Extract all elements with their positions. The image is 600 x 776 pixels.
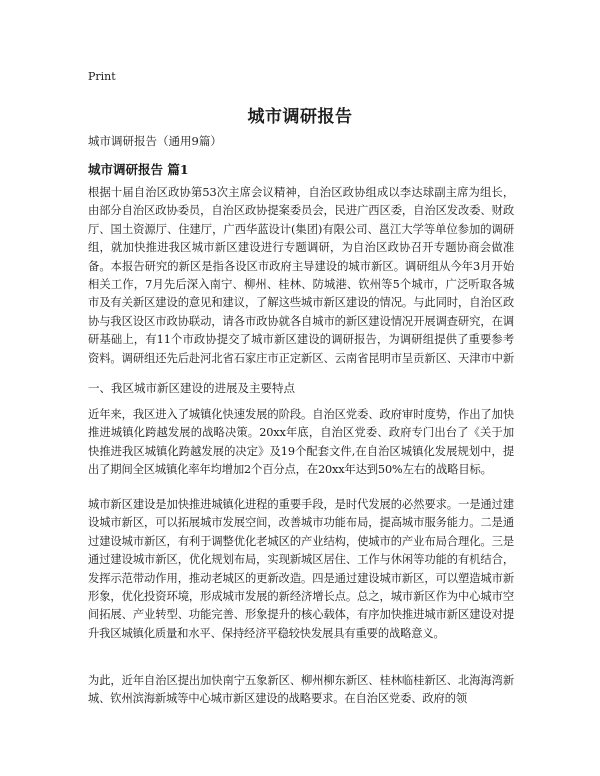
document-title: 城市调研报告 [247, 107, 353, 127]
paragraph-4: 为此，近年自治区提出加快南宁五象新区、柳州柳东新区、桂林临桂新区、北海海湾新城、钦州滨海新城等中心城市新区建设的战略要求。在自治区党委、政府的领 [88, 674, 514, 706]
sub-heading: 一、我区城市新区建设的进展及主要特点 [88, 381, 295, 395]
paragraph-2: 近年来，我区进入了城镇化快速发展的阶段。自治区党委、政府审时度势，作出了加快推进城镇化跨越发展的战略决策。20xx年底，自治区党委、政府专门出台了《关于加快推进我区城镇化跨越发展的决定》及19个配套文件,在自治区城镇化发展规划中，提出了期间全区城镇化率年均增加2个百分点，在20xx年达到50%左右的战略目标。 [88, 408, 514, 477]
print-label[interactable]: Print [88, 70, 116, 83]
document-subtitle: 城市调研报告（通用9篇） [88, 134, 222, 148]
paragraph-1: 根据十届自治区政协第53次主席会议精神，自治区政协组成以李达球副主席为组长，由部分自治区政协委员，自治区政协提案委员会，民进广西区委，自治区发改委、财政厅、国土资源厅、住建厅，广西华蓝设计(集团)有限公司、邕江大学等单位参加的调研组，就加快推进我区城市新区建设进行专题调研，为自治区政协召开专题协商会做准备。本报告研究的新区是指各设区市政府主导建设的城市新区。调研组从今年3月开始相关工作，7月先后深入南宁、柳州、桂林、防城港、钦州等5个城市，广泛听取各城市及有关新区建设的意见和建议，了解这些城市新区建设的情况。与此同时，自治区政协与我区设区市政协联动，请各市政协就各自城市的新区建设情况开展调查研究，在调研基础上，有11个市政协提交了城市新区建设的调研报告，为调研组提供了重要参考资料。调研组还先后赴河北省石家庄市正定新区、云南省昆明市呈贡新区、天津市中新 [88, 186, 514, 365]
section-heading: 城市调研报告 篇1 [88, 162, 189, 177]
paragraph-3: 城市新区建设是加快推进城镇化进程的重要手段，是时代发展的必然要求。一是通过建设城市新区，可以拓展城市发展空间，改善城市功能布局，提高城市服务能力。二是通过建设城市新区，有利于调整优化老城区的产业结构，使城市的产业布局合理化。三是通过建设城市新区，优化规划布局，实现新城区居住、工作与休闲等功能的有机结合，发挥示范带动作用，推动老城区的更新改造。四是通过建设城市新区，可以塑造城市新形象，优化投资环境，形成城市发展的新经济增长点。总之，城市新区作为中心城市空间拓展、产业转型、功能完善、形象提升的核心载体，有序加快推进城市新区建设对提升我区城镇化质量和水平、保持经济平稳较快发展具有重要的战略意义。 [88, 498, 514, 640]
